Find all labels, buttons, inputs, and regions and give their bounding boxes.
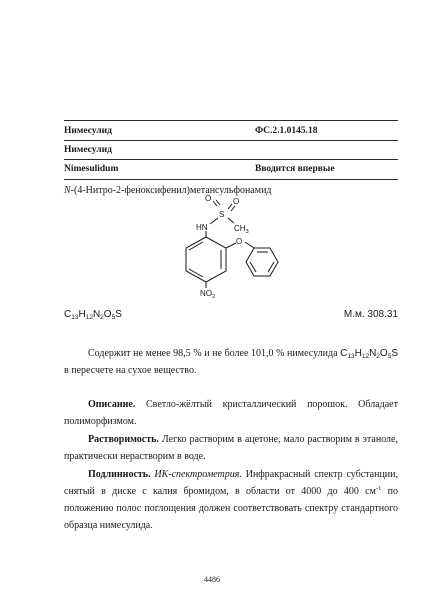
ether-oxygen: O [236, 237, 243, 246]
benzene-ring-1 [186, 237, 226, 282]
description-paragraph: Описание. Светло-жёлтый кристаллический порошок. Обладает полиморфизмом. [64, 399, 398, 427]
molecular-formula: $C_{13}H_{12}N_2O_5S$ [64, 309, 122, 321]
monograph-name: Нимесулид [64, 126, 112, 136]
sulfur-atom: S [219, 210, 225, 219]
molecular-weight: М.м. 308.31 [343, 309, 398, 320]
chemical-name: N-(4-Нитро-2-феноксифенил)метансульфонамид [64, 185, 272, 196]
page-number: 4486 [204, 575, 220, 584]
solubility-paragraph: Растворимость. Легко растворим в ацетоне, мало растворим в этаноле, практически нерастворим в воде. [64, 434, 398, 462]
monograph-name-latin: Nimesulidum [64, 164, 119, 174]
monograph-name-ru: Нимесулид [64, 145, 112, 155]
content-paragraph: Содержит не менее 98,5 % и не более 101,0 % нимесулида $C_{13}H_{12}N_2O_5S$ в пересчете на сухое вещество. [64, 348, 398, 376]
nitro-group: $NO_2$ [200, 289, 216, 300]
amine-group: HN [196, 223, 208, 232]
sulfonyl-oxygen-1: O [205, 194, 212, 203]
monograph-code: ФС.2.1.0145.18 [255, 126, 318, 136]
introduction-status: Вводится впервые [255, 164, 335, 174]
sulfonyl-oxygen-2: O [233, 197, 240, 206]
methyl-group: $CH_3$ [234, 224, 249, 235]
identity-paragraph: Подлинность. ИК-спектрометрия. Инфракрасный спектр субстанции, снятый в диске с калия бромидом, в области от 4000 до 400 $см^{-1}$ по положению полос поглощения должен соответствовать спектру стандартного образца нимесулида. [64, 469, 399, 531]
